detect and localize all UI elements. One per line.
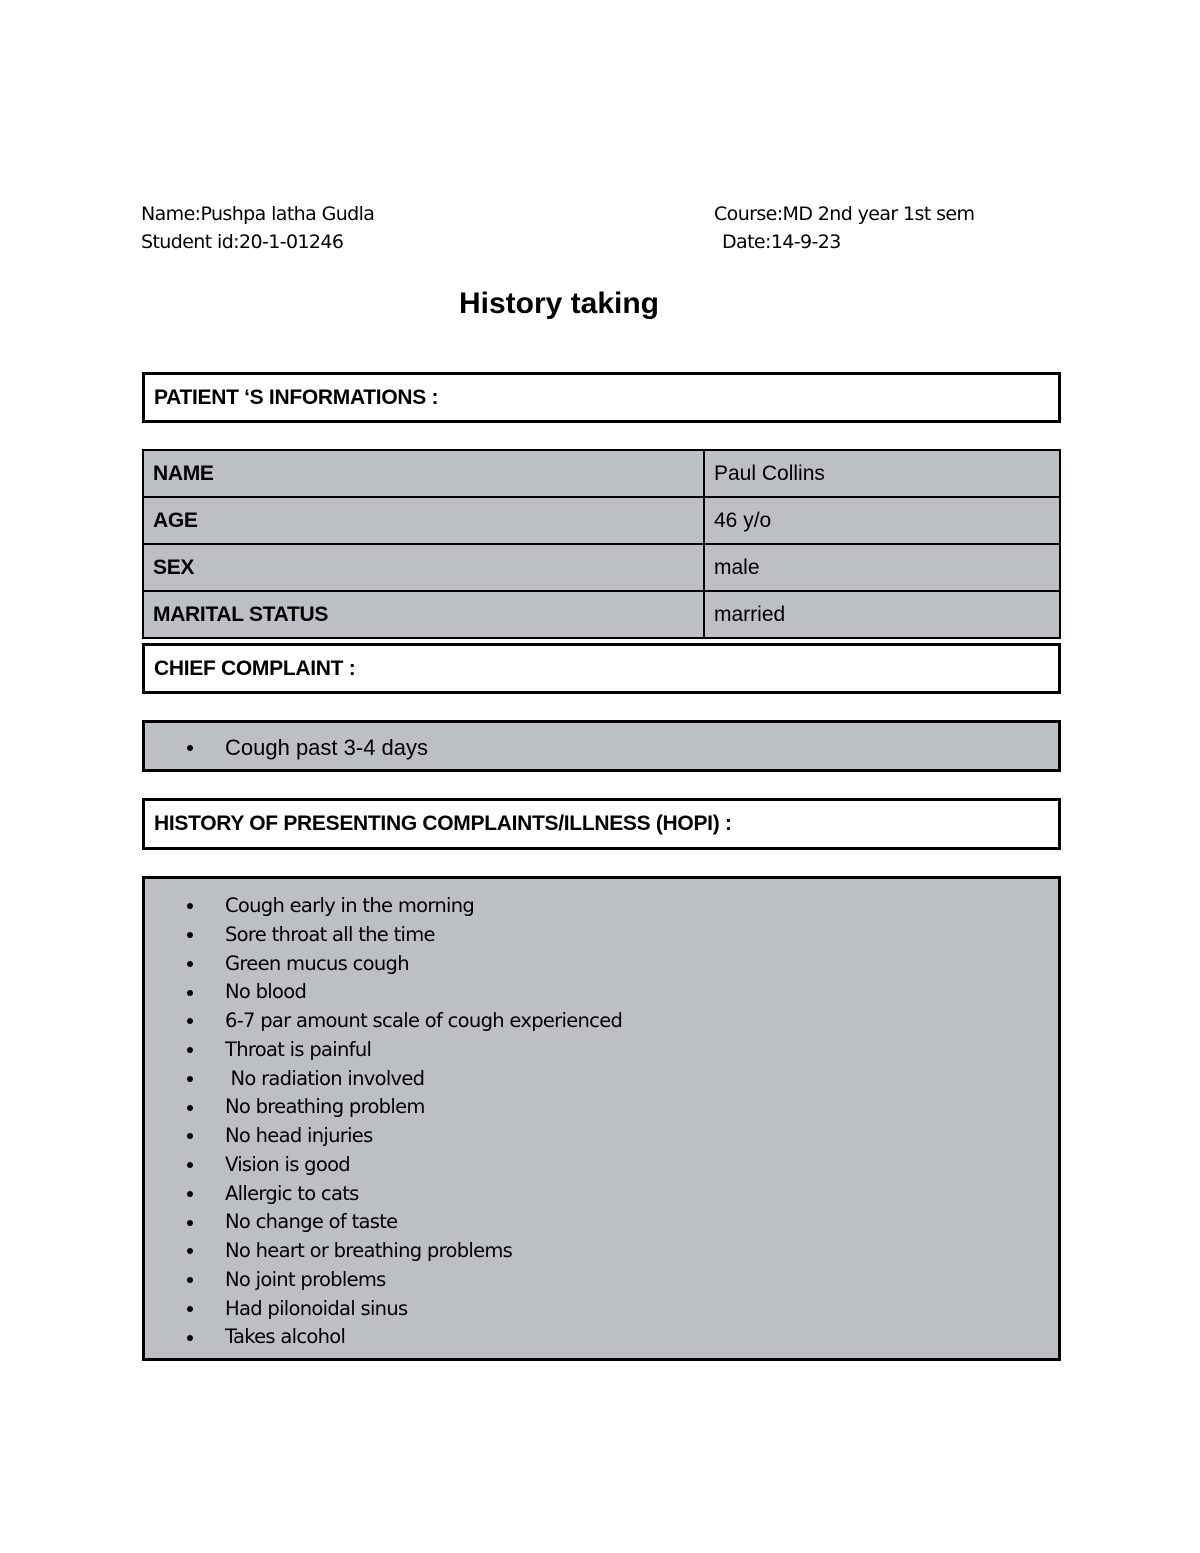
hopi-item (145, 1323, 1058, 1352)
hopi-item-text: Had pilonoidal sinus (225, 1296, 408, 1320)
hopi-item-text: Sore throat all the time (225, 922, 435, 946)
patient-field-value: Paul Collins (704, 450, 1060, 497)
hopi-item-text: No head injuries (225, 1124, 373, 1147)
date-info: Date:14-9-23 (722, 231, 841, 253)
hopi-header-box (142, 798, 1061, 850)
bullet-icon (187, 990, 193, 996)
bullet-icon (187, 1220, 193, 1226)
hopi-list (145, 879, 1058, 1352)
hopi-item-text: No joint problems (225, 1267, 386, 1291)
patient-field-label: NAME (143, 450, 704, 497)
hopi-item (145, 1122, 1058, 1151)
hopi-item-text: No change of taste (225, 1210, 398, 1234)
chief-complaint-header-box (142, 643, 1061, 694)
hopi-item (145, 978, 1058, 1007)
patient-field-value: 46 y/o (704, 497, 1060, 544)
hopi-box (142, 876, 1061, 1361)
patient-field-label: SEX (143, 544, 704, 591)
patient-field-value: married (704, 591, 1060, 638)
hopi-item (145, 1036, 1058, 1065)
bullet-icon (187, 1047, 193, 1053)
hopi-item (145, 1237, 1058, 1266)
hopi-item (145, 1007, 1058, 1036)
chief-complaint-list (145, 723, 1058, 761)
student-info-left (141, 200, 374, 256)
bullet-icon (187, 745, 193, 751)
hopi-item-text: Green mucus cough (225, 951, 409, 975)
hopi-heading: HISTORY OF PRESENTING COMPLAINTS/ILLNESS (HOPI) : (154, 812, 732, 835)
bullet-icon (187, 1076, 193, 1082)
patient-info-header-box (142, 372, 1061, 423)
patient-field-value: male (704, 544, 1060, 591)
bullet-icon (187, 1105, 193, 1111)
hopi-item (145, 1065, 1058, 1094)
hopi-item (145, 1208, 1058, 1237)
chief-complaint-box (142, 720, 1061, 772)
hopi-item (145, 1295, 1058, 1324)
document-title: History taking (458, 287, 660, 320)
bullet-icon (187, 1335, 193, 1341)
hopi-item (145, 950, 1058, 979)
course-info: Course:MD 2nd year 1st sem (714, 203, 975, 225)
patient-info-heading: PATIENT ‘S INFORMATIONS : (154, 385, 439, 409)
hopi-item-text: Allergic to cats (225, 1181, 359, 1205)
patient-info-row (143, 497, 1060, 544)
bullet-icon (187, 903, 193, 909)
hopi-item-text: Takes alcohol (225, 1325, 346, 1349)
student-id: Student id:20-1-01246 (141, 231, 344, 253)
patient-info-row (143, 591, 1060, 638)
bullet-icon (187, 932, 193, 938)
hopi-item-text: No blood (225, 980, 307, 1004)
bullet-icon (187, 1162, 193, 1168)
hopi-item (145, 892, 1058, 921)
hopi-item-text: No breathing problem (225, 1095, 425, 1119)
patient-info-row (143, 544, 1060, 591)
hopi-item (145, 1151, 1058, 1180)
hopi-item-text: No heart or breathing problems (225, 1239, 513, 1262)
patient-field-label: MARITAL STATUS (143, 591, 704, 638)
hopi-item-text: No radiation involved (225, 1066, 425, 1090)
patient-info-row (143, 450, 1060, 497)
bullet-icon (187, 1277, 193, 1283)
student-name: Name:Pushpa latha Gudla (141, 203, 375, 225)
hopi-item (145, 1266, 1058, 1295)
chief-complaint-heading: CHIEF COMPLAINT : (154, 656, 356, 680)
hopi-item-text: Throat is painful (225, 1037, 372, 1061)
hopi-item-text: Cough early in the morning (225, 894, 475, 917)
bullet-icon (187, 961, 193, 967)
bullet-icon (187, 1191, 193, 1197)
bullet-icon (187, 1248, 193, 1254)
hopi-item (145, 921, 1058, 950)
hopi-item (145, 1093, 1058, 1122)
chief-complaint-item (145, 735, 1058, 761)
patient-info-table (142, 449, 1061, 639)
bullet-icon (187, 1306, 193, 1312)
bullet-icon (187, 1018, 193, 1024)
hopi-item-text: 6-7 par amount scale of cough experienced (225, 1009, 623, 1032)
chief-complaint-item-text: Cough past 3-4 days (225, 735, 429, 760)
hopi-item-text: Vision is good (225, 1152, 350, 1176)
student-info-right (714, 200, 974, 256)
hopi-item (145, 1180, 1058, 1209)
patient-field-label: AGE (143, 497, 704, 544)
bullet-icon (187, 1133, 193, 1139)
